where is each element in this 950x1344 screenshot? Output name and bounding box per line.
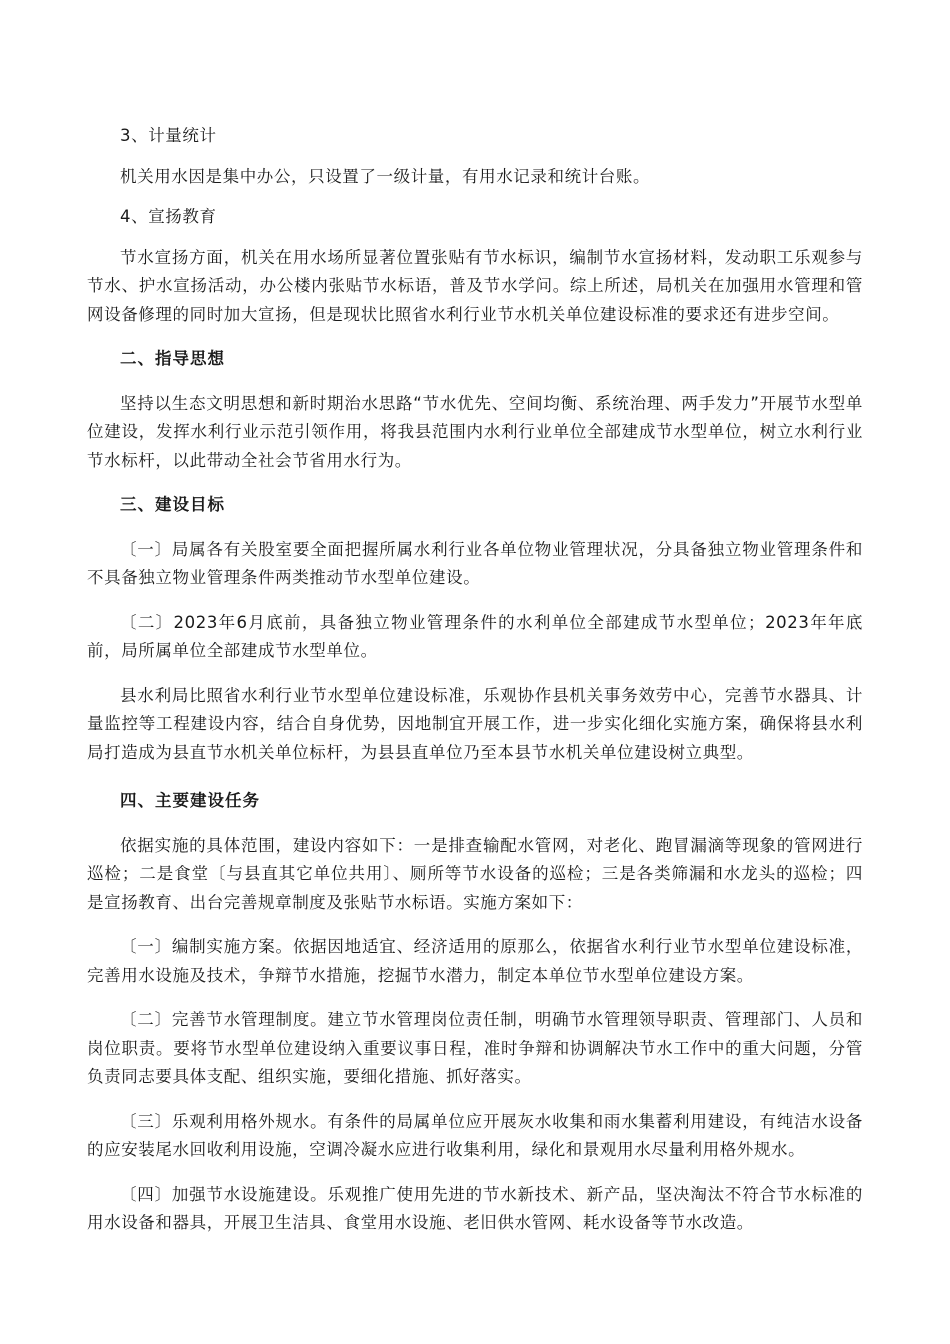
subheading-metering: 3、计量统计 [120, 126, 217, 145]
subheading-education: 4、宣扬教育 [120, 207, 217, 226]
heading-main-tasks: 四、主要建设任务 [120, 791, 260, 810]
document-body [87, 122, 863, 1238]
paragraph-goal-1: 〔一〕局属各有关股室要全面把握所属水利行业各单位物业管理状况，分具备独立物业管理条件和不具备独立物业管理条件两类推动节水型单位建设。 [87, 539, 863, 587]
paragraph-task-3: 〔三〕乐观利用格外规水。有条件的局属单位应开展灰水收集和雨水集蓄利用建设，有纯洁水设备的应安装尾水回收利用设施，空调冷凝水应进行收集利用，绿化和景观用水尽量利用格外规水。 [87, 1111, 863, 1159]
paragraph-guiding-ideology: 坚持以生态文明思想和新时期治水思路“节水优先、空间均衡、系统治理、两手发力”开展节水型单位建设，发挥水利行业示范引领作用，将我县范围内水利行业单位全部建成节水型单位，树立水利行业节水标杆，以此带动全社会节省用水行为。 [87, 393, 863, 470]
paragraph-task-1: 〔一〕编制实施方案。依据因地适宜、经济适用的原那么，依据省水利行业节水型单位建设标准，完善用水设施及技术，争辩节水措施，挖掘节水潜力，制定本单位节水型单位建设方案。 [87, 937, 863, 985]
paragraph-metering: 机关用水因是集中办公，只设置了一级计量，有用水记录和统计台账。 [120, 166, 651, 186]
paragraph-education: 节水宣扬方面，机关在用水场所显著位置张贴有节水标识，编制节水宣扬材料，发动职工乐观参与节水、护水宣扬活动，办公楼内张贴节水标语，普及节水学问。综上所述，局机关在加强用水管理和管网设备修理的同时加大宣扬，但是现状比照省水利行业节水机关单位建设标准的要求还有进步空间。 [87, 247, 863, 324]
heading-guiding-ideology: 二、指导思想 [120, 349, 225, 368]
paragraph-task-4: 〔四〕加强节水设施建设。乐观推广使用先进的节水新技术、新产品，坚决淘汰不符合节水标准的用水设备和器具，开展卫生洁具、食堂用水设施、老旧供水管网、耗水设备等节水改造。 [87, 1184, 863, 1232]
paragraph-goal-3: 县水利局比照省水利行业节水型单位建设标准，乐观协作县机关事务效劳中心，完善节水器具、计量监控等工程建设内容，结合自身优势，因地制宜开展工作，进一步实化细化实施方案，确保将县水利局打造成为县直节水机关单位标杆，为县县直单位乃至本县节水机关单位建设树立典型。 [87, 685, 863, 762]
paragraph-task-2: 〔二〕完善节水管理制度。建立节水管理岗位责任制，明确节水管理领导职责、管理部门、人员和岗位职责。要将节水型单位建设纳入重要议事日程，准时争辩和协调解决节水工作中的重大问题，分管负责同志要具体支配、组织实施，要细化措施、抓好落实。 [87, 1010, 863, 1086]
paragraph-tasks-intro: 依据实施的具体范围，建设内容如下：一是排查输配水管网，对老化、跑冒漏滴等现象的管网进行巡检；二是食堂〔与县直其它单位共用〕、厕所等节水设备的巡检；三是各类筛漏和水龙头的巡检；四是宣扬教育、出台完善规章制度及张贴节水标语。实施方案如下： [87, 835, 863, 912]
paragraph-goal-2: 〔二〕2023年6月底前，具备独立物业管理条件的水利单位全部建成节水型单位；2023年年底前，局所属单位全部建成节水型单位。 [87, 612, 863, 660]
heading-construction-goals: 三、建设目标 [120, 495, 225, 514]
